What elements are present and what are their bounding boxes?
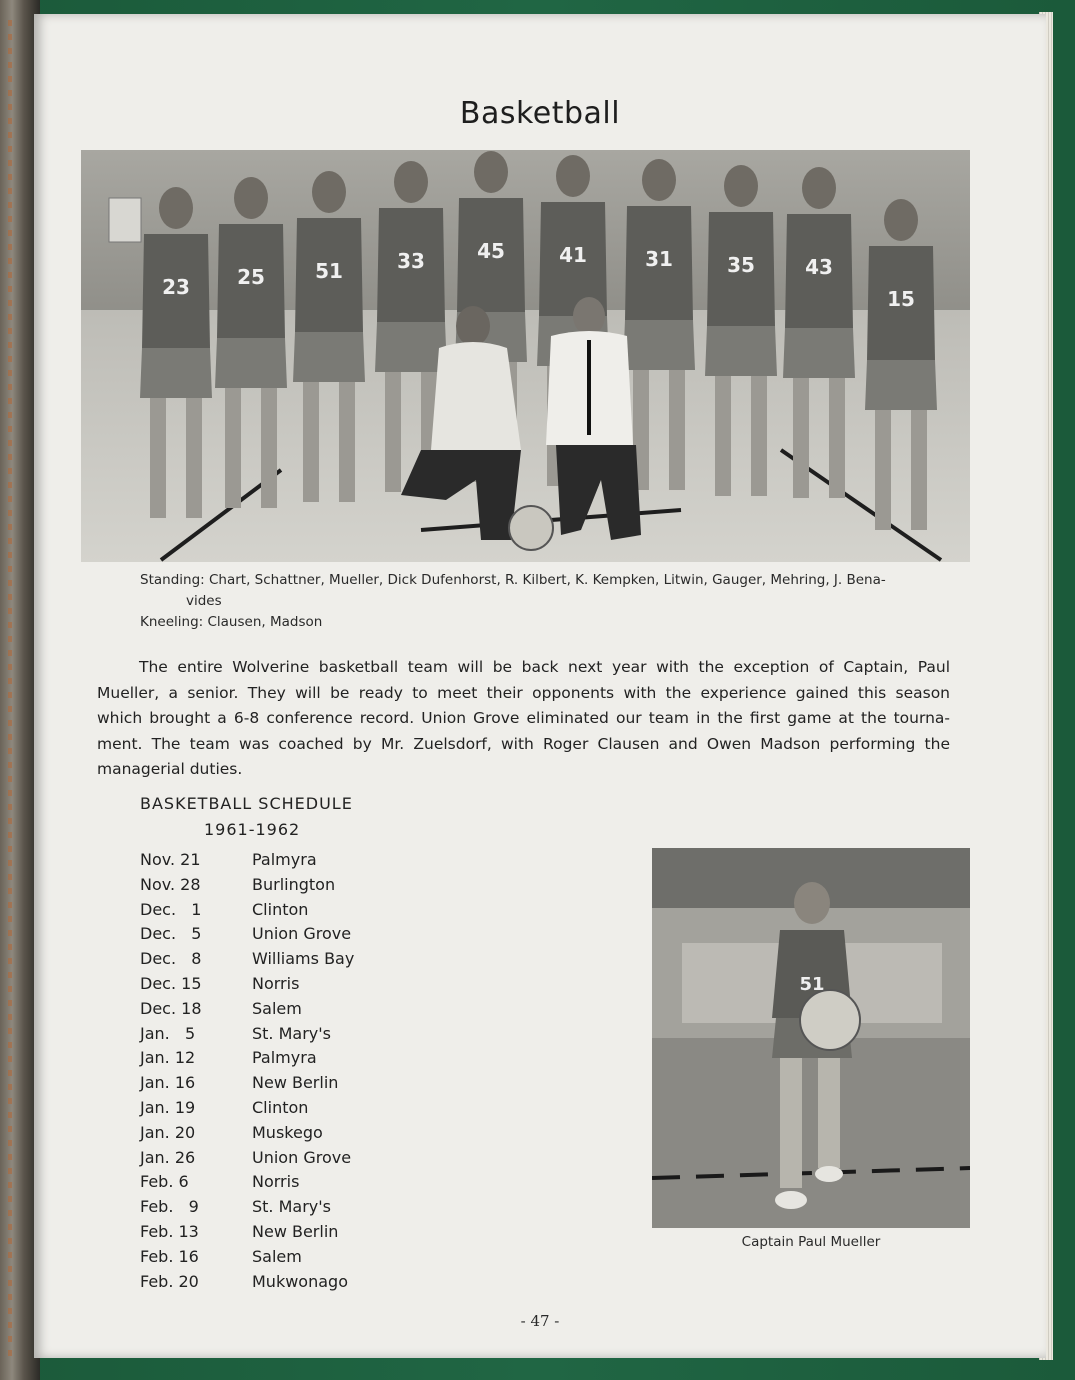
schedule-date: Nov. 21	[140, 850, 201, 869]
schedule-date: Jan. 16	[140, 1073, 196, 1093]
schedule-row	[140, 1272, 400, 1297]
schedule-row	[140, 999, 400, 1024]
jersey-number: 25	[237, 265, 265, 289]
schedule-row	[140, 1048, 400, 1073]
team-photo	[81, 150, 970, 562]
captain-photo	[652, 848, 970, 1228]
schedule-row	[140, 1222, 400, 1247]
jersey-number: 33	[397, 249, 425, 273]
schedule-date: Dec. 8	[140, 949, 202, 969]
schedule-row	[140, 1148, 400, 1173]
schedule-opponent: Norris	[252, 1172, 300, 1192]
schedule-row	[140, 1024, 400, 1049]
schedule-opponent: Union Grove	[252, 924, 352, 944]
schedule-title: BASKETBALL SCHEDULE	[140, 794, 353, 813]
schedule-opponent: New Berlin	[252, 1221, 339, 1241]
schedule-date: Feb. 20	[140, 1271, 199, 1291]
schedule-row	[140, 900, 400, 925]
schedule-row	[140, 1197, 400, 1222]
jersey-number: 31	[645, 247, 673, 271]
schedule-opponent: St. Mary's	[252, 1023, 331, 1043]
schedule-opponent: Palmyra	[252, 850, 317, 869]
schedule-opponent: New Berlin	[252, 1073, 339, 1093]
captain-jersey-number: 51	[799, 974, 825, 995]
schedule-row	[140, 974, 400, 999]
jersey-number: 41	[559, 243, 587, 267]
schedule-row	[140, 1247, 400, 1272]
schedule-date: Feb. 6	[140, 1172, 189, 1192]
jersey-number: 45	[477, 239, 505, 263]
schedule-date: Dec. 1	[140, 899, 202, 919]
schedule-year: 1961-1962	[204, 820, 301, 839]
article-line: ment. The team was coached by Mr. Zuelsdorf, with Roger Clausen and Owen Madson performing the	[97, 734, 950, 753]
schedule-row	[140, 875, 400, 900]
article-line: which brought a 6-8 conference record. Union Grove eliminated our team in the first game at the tourna-	[97, 709, 950, 727]
schedule-date: Jan. 19	[140, 1097, 196, 1117]
jersey-number: 35	[727, 253, 755, 277]
schedule-opponent: Williams Bay	[252, 949, 355, 969]
schedule-opponent: Clinton	[252, 1097, 309, 1117]
schedule-row	[140, 949, 400, 974]
schedule-date: Feb. 13	[140, 1221, 199, 1241]
schedule-opponent: Palmyra	[252, 1048, 317, 1068]
schedule-row	[140, 924, 400, 949]
schedule-date: Jan. 26	[140, 1147, 196, 1167]
team-photo-image	[81, 150, 970, 562]
jersey-number: 51	[315, 259, 343, 283]
schedule-opponent: Clinton	[252, 899, 309, 919]
schedule-row	[140, 1073, 400, 1098]
schedule-date: Dec. 15	[140, 973, 202, 993]
wall-box	[109, 198, 141, 242]
caption-kneeling: Kneeling: Clausen, Madson	[140, 614, 323, 630]
schedule-row	[140, 1098, 400, 1123]
page-title: Basketball	[459, 96, 621, 131]
schedule-date: Dec. 5	[140, 924, 202, 944]
jersey-number: 15	[887, 287, 915, 311]
caption-standing: Standing: Chart, Schattner, Mueller, Dick Dufenhorst, R. Kilbert, K. Kempken, Litwin, Gauger, Mehring, J. Bena-	[140, 572, 886, 588]
schedule-date: Feb. 9	[140, 1197, 199, 1217]
schedule-row	[140, 850, 400, 875]
captain-caption: Captain Paul Mueller	[741, 1234, 881, 1250]
article-line: managerial duties.	[97, 760, 243, 778]
schedule-opponent: Salem	[252, 998, 302, 1018]
schedule-date: Jan. 20	[140, 1122, 196, 1142]
schedule-opponent: Muskego	[252, 1122, 323, 1142]
page-number: - 47 -	[520, 1312, 560, 1330]
schedule-opponent: Mukwonago	[252, 1271, 348, 1291]
binding-stitch	[8, 20, 12, 1360]
jersey-number: 23	[162, 275, 190, 299]
schedule-opponent: Burlington	[252, 874, 336, 894]
schedule-list	[140, 850, 400, 1296]
basketball	[509, 506, 553, 550]
schedule-row	[140, 1172, 400, 1197]
article-line: Mueller, a senior. They will be ready to meet their opponents with the experience gained this season	[97, 683, 950, 702]
schedule-date: Feb. 16	[140, 1246, 199, 1266]
article-paragraph	[97, 655, 950, 783]
schedule-date: Dec. 18	[140, 998, 202, 1018]
jersey-number: 43	[805, 255, 833, 279]
caption-standing-continued: vides	[186, 593, 222, 609]
schedule-date: Nov. 28	[140, 874, 201, 894]
schedule-row	[140, 1123, 400, 1148]
yearbook-page	[34, 14, 1046, 1358]
schedule-opponent: Salem	[252, 1246, 302, 1266]
schedule-opponent: St. Mary's	[252, 1197, 331, 1217]
schedule-opponent: Norris	[252, 973, 300, 993]
schedule-opponent: Union Grove	[252, 1147, 352, 1167]
schedule-date: Jan. 5	[140, 1023, 196, 1043]
article-line: The entire Wolverine basketball team will be back next year with the exception of Captain, Paul	[139, 658, 950, 676]
schedule-date: Jan. 12	[140, 1048, 196, 1068]
captain-photo-image	[652, 848, 970, 1228]
